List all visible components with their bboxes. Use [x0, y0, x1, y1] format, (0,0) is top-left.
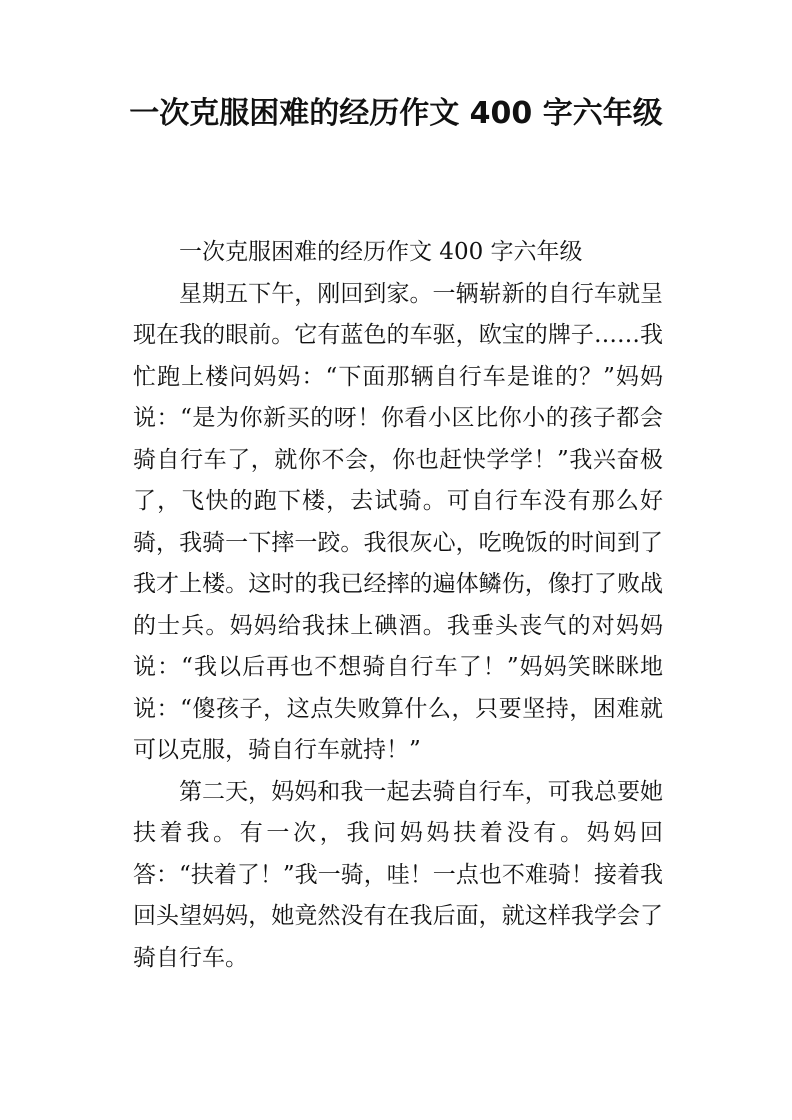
document-title: 一次克服困难的经历作文 400 字六年级: [129, 96, 663, 131]
paragraph-subtitle: 一次克服困难的经历作文 400 字六年级: [179, 239, 583, 265]
document-body: [133, 232, 663, 979]
paragraph-1: 星期五下午，刚回到家。一辆崭新的自行车就呈现在我的眼前。它有蓝色的车驱，欧宝的牌子……我忙跑上楼问妈妈：“下面那辆自行车是谁的？”妈妈说：“是为你新买的呀！你看小区比你小的孩子都会骑自行车了，就你不会，你也赶快学学！”我兴奋极了，飞快的跑下楼，去试骑。可自行车没有那么好骑，我骑一下摔一跤。我很灰心，吃晚饭的时间到了我才上楼。这时的我已经摔的遍体鳞伤，像打了败战的士兵。妈妈给我抹上碘酒。我垂头丧气的对妈妈说：“我以后再也不想骑自行车了！”妈妈笑眯眯地说：“傻孩子，这点失败算什么，只要坚持，困难就可以克服，骑自行车就持！”: [133, 280, 663, 763]
paragraph-2: 第二天，妈妈和我一起去骑自行车，可我总要她扶着我。有一次，我问妈妈扶着没有。妈妈回答：“扶着了！”我一骑，哇！一点也不难骑！接着我回头望妈妈，她竟然没有在我后面，就这样我学会了骑自行车。: [133, 778, 663, 971]
